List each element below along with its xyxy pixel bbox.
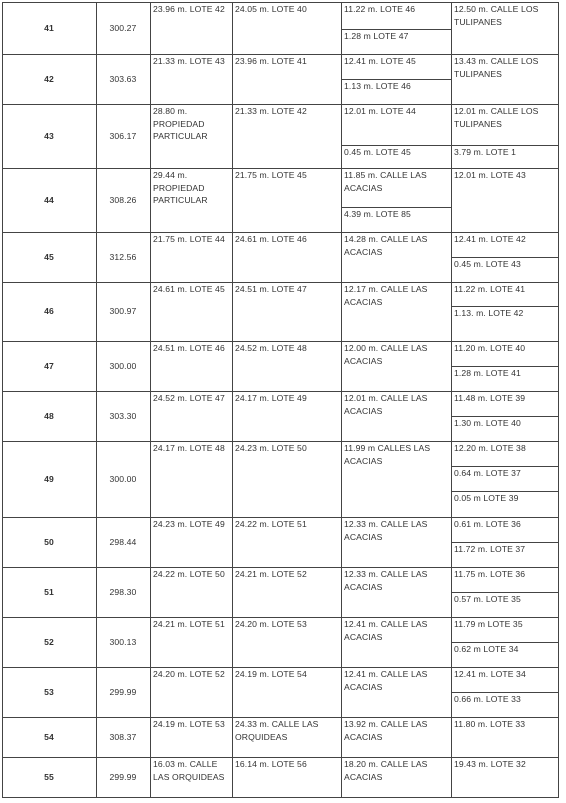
boundary-fondo: 24.51 m. LOTE 47 — [235, 284, 307, 294]
lot-number: 50 — [44, 537, 54, 547]
lot-number: 51 — [44, 587, 54, 597]
row-divider — [2, 797, 559, 798]
boundary-fondo: 24.23 m. LOTE 50 — [235, 443, 307, 453]
boundary-fondo: 16.14 m. LOTE 56 — [235, 759, 307, 769]
boundary-izquierda: 12.50 m. CALLE LOS TULIPANES — [454, 4, 539, 27]
boundary-izquierda: 0.45 m. LOTE 43 — [454, 259, 521, 269]
boundary-izquierda: 19.43 m. LOTE 32 — [454, 759, 526, 769]
lot-area: 300.27 — [109, 23, 137, 33]
column-divider — [150, 2, 151, 798]
lot-area: 299.99 — [109, 772, 137, 782]
boundary-derecha: 1.28 m LOTE 47 — [344, 31, 409, 41]
boundary-fondo: 24.22 m. LOTE 51 — [235, 519, 307, 529]
boundary-izquierda: 11.75 m. LOTE 36 — [454, 569, 526, 579]
boundary-izquierda: 11.20 m. LOTE 40 — [454, 343, 526, 353]
boundary-derecha: 13.92 m. CALLE LAS ACACIAS — [344, 719, 428, 742]
boundary-frente: 24.61 m. LOTE 45 — [153, 284, 225, 294]
boundary-frente: 24.52 m. LOTE 47 — [153, 393, 225, 403]
column-divider — [341, 2, 342, 798]
boundary-izquierda: 11.80 m. LOTE 33 — [454, 719, 526, 729]
lot-area: 303.63 — [109, 74, 137, 84]
boundary-izquierda: 0.66 m. LOTE 33 — [454, 694, 521, 704]
boundary-izquierda: 13.43 m. CALLE LOS TULIPANES — [454, 56, 539, 79]
column-divider — [232, 2, 233, 798]
boundary-izquierda: 0.05 m LOTE 39 — [454, 493, 519, 503]
lot-number: 53 — [44, 687, 54, 697]
lot-number: 55 — [44, 772, 54, 782]
lot-number: 46 — [44, 306, 54, 316]
boundary-izquierda: 1.30 m. LOTE 40 — [454, 418, 521, 428]
boundary-fondo: 23.96 m. LOTE 41 — [235, 56, 307, 66]
lot-area: 298.44 — [109, 537, 137, 547]
boundary-derecha: 12.41 m. CALLE LAS ACACIAS — [344, 669, 428, 692]
boundary-fondo: 24.20 m. LOTE 53 — [235, 619, 307, 629]
boundary-izquierda: 12.41 m. LOTE 42 — [454, 234, 526, 244]
boundary-frente: 21.33 m. LOTE 43 — [153, 56, 225, 66]
boundary-derecha: 12.33 m. CALLE LAS ACACIAS — [344, 569, 428, 592]
boundary-derecha: 11.85 m. CALLE LAS ACACIAS — [344, 170, 427, 193]
boundary-izquierda: 0.61 m. LOTE 36 — [454, 519, 521, 529]
boundary-izquierda: 1.28 m. LOTE 41 — [454, 368, 521, 378]
boundary-derecha: 4.39 m. LOTE 85 — [344, 209, 411, 219]
boundary-fondo: 24.33 m. CALLE LAS ORQUIDEAS — [235, 719, 319, 742]
boundary-frente: 23.96 m. LOTE 42 — [153, 4, 225, 14]
lot-area: 300.97 — [109, 306, 137, 316]
lot-number: 47 — [44, 361, 54, 371]
boundary-fondo: 24.52 m. LOTE 48 — [235, 343, 307, 353]
boundary-fondo: 24.21 m. LOTE 52 — [235, 569, 307, 579]
boundary-derecha: 14.28 m. CALLE LAS ACACIAS — [344, 234, 428, 257]
lot-number: 43 — [44, 131, 54, 141]
boundary-frente: 28.80 m. PROPIEDAD PARTICULAR — [153, 106, 208, 142]
boundary-fondo: 21.33 m. LOTE 42 — [235, 106, 307, 116]
boundary-derecha: 0.45 m. LOTE 45 — [344, 147, 411, 157]
boundary-izquierda: 3.79 m. LOTE 1 — [454, 147, 517, 157]
lot-area: 312.56 — [109, 252, 137, 262]
lot-area: 308.26 — [109, 195, 137, 205]
boundary-derecha: 12.01 m. CALLE LAS ACACIAS — [344, 393, 428, 416]
lot-number: 52 — [44, 637, 54, 647]
lot-area: 299.99 — [109, 687, 137, 697]
lot-area: 300.00 — [109, 361, 137, 371]
boundary-derecha: 18.20 m. CALLE LAS ACACIAS — [344, 759, 428, 782]
boundary-derecha: 11.99 m CALLES LAS ACACIAS — [344, 443, 431, 466]
column-divider — [451, 2, 452, 798]
boundary-izquierda: 0.62 m LOTE 34 — [454, 644, 519, 654]
boundary-derecha: 12.41 m. LOTE 45 — [344, 56, 416, 66]
boundary-izquierda: 11.79 m LOTE 35 — [454, 619, 523, 629]
boundary-frente: 24.19 m. LOTE 53 — [153, 719, 225, 729]
boundary-derecha: 12.41 m. CALLE LAS ACACIAS — [344, 619, 428, 642]
boundary-frente: 29.44 m. PROPIEDAD PARTICULAR — [153, 170, 208, 206]
lot-number: 48 — [44, 411, 54, 421]
column-divider — [558, 2, 559, 798]
boundary-izquierda: 11.48 m. LOTE 39 — [454, 393, 526, 403]
boundary-frente: 24.51 m. LOTE 46 — [153, 343, 225, 353]
boundary-fondo: 21.75 m. LOTE 45 — [235, 170, 307, 180]
lot-area: 306.17 — [109, 131, 137, 141]
boundary-derecha: 11.22 m. LOTE 46 — [344, 4, 416, 14]
boundary-fondo: 24.61 m. LOTE 46 — [235, 234, 307, 244]
boundary-frente: 21.75 m. LOTE 44 — [153, 234, 225, 244]
lot-number: 42 — [44, 74, 54, 84]
boundary-frente: 16.03 m. CALLE LAS ORQUIDEAS — [153, 759, 225, 782]
lot-area: 303.30 — [109, 411, 137, 421]
boundary-derecha: 1.13 m. LOTE 46 — [344, 81, 411, 91]
lot-area: 298.30 — [109, 587, 137, 597]
lot-area: 300.00 — [109, 474, 137, 484]
boundary-frente: 24.17 m. LOTE 48 — [153, 443, 225, 453]
lot-number: 54 — [44, 732, 54, 742]
boundary-fondo: 24.19 m. LOTE 54 — [235, 669, 307, 679]
boundary-izquierda: 12.41 m. LOTE 34 — [454, 669, 526, 679]
boundary-izquierda: 11.22 m. LOTE 41 — [454, 284, 526, 294]
lot-number: 45 — [44, 252, 54, 262]
boundary-frente: 24.20 m. LOTE 52 — [153, 669, 225, 679]
boundary-izquierda: 12.01 m. CALLE LOS TULIPANES — [454, 106, 539, 129]
lot-number: 49 — [44, 474, 54, 484]
lot-area: 308.37 — [109, 732, 137, 742]
boundary-izquierda: 0.64 m. LOTE 37 — [454, 468, 521, 478]
lot-number: 41 — [44, 23, 54, 33]
boundary-derecha: 12.17 m. CALLE LAS ACACIAS — [344, 284, 428, 307]
boundary-frente: 24.21 m. LOTE 51 — [153, 619, 225, 629]
boundary-izquierda: 0.57 m. LOTE 35 — [454, 594, 521, 604]
boundary-fondo: 24.17 m. LOTE 49 — [235, 393, 307, 403]
boundary-izquierda: 11.72 m. LOTE 37 — [454, 544, 526, 554]
boundary-derecha: 12.33 m. CALLE LAS ACACIAS — [344, 519, 428, 542]
boundary-frente: 24.22 m. LOTE 50 — [153, 569, 225, 579]
boundary-izquierda: 12.20 m. LOTE 38 — [454, 443, 526, 453]
lot-number: 44 — [44, 195, 54, 205]
boundary-izquierda: 1.13. m. LOTE 42 — [454, 308, 524, 318]
boundary-izquierda: 12.01 m. LOTE 43 — [454, 170, 526, 180]
lot-area: 300.13 — [109, 637, 137, 647]
boundary-frente: 24.23 m. LOTE 49 — [153, 519, 225, 529]
boundary-fondo: 24.05 m. LOTE 40 — [235, 4, 307, 14]
boundary-derecha: 12.00 m. CALLE LAS ACACIAS — [344, 343, 428, 366]
boundary-derecha: 12.01 m. LOTE 44 — [344, 106, 416, 116]
